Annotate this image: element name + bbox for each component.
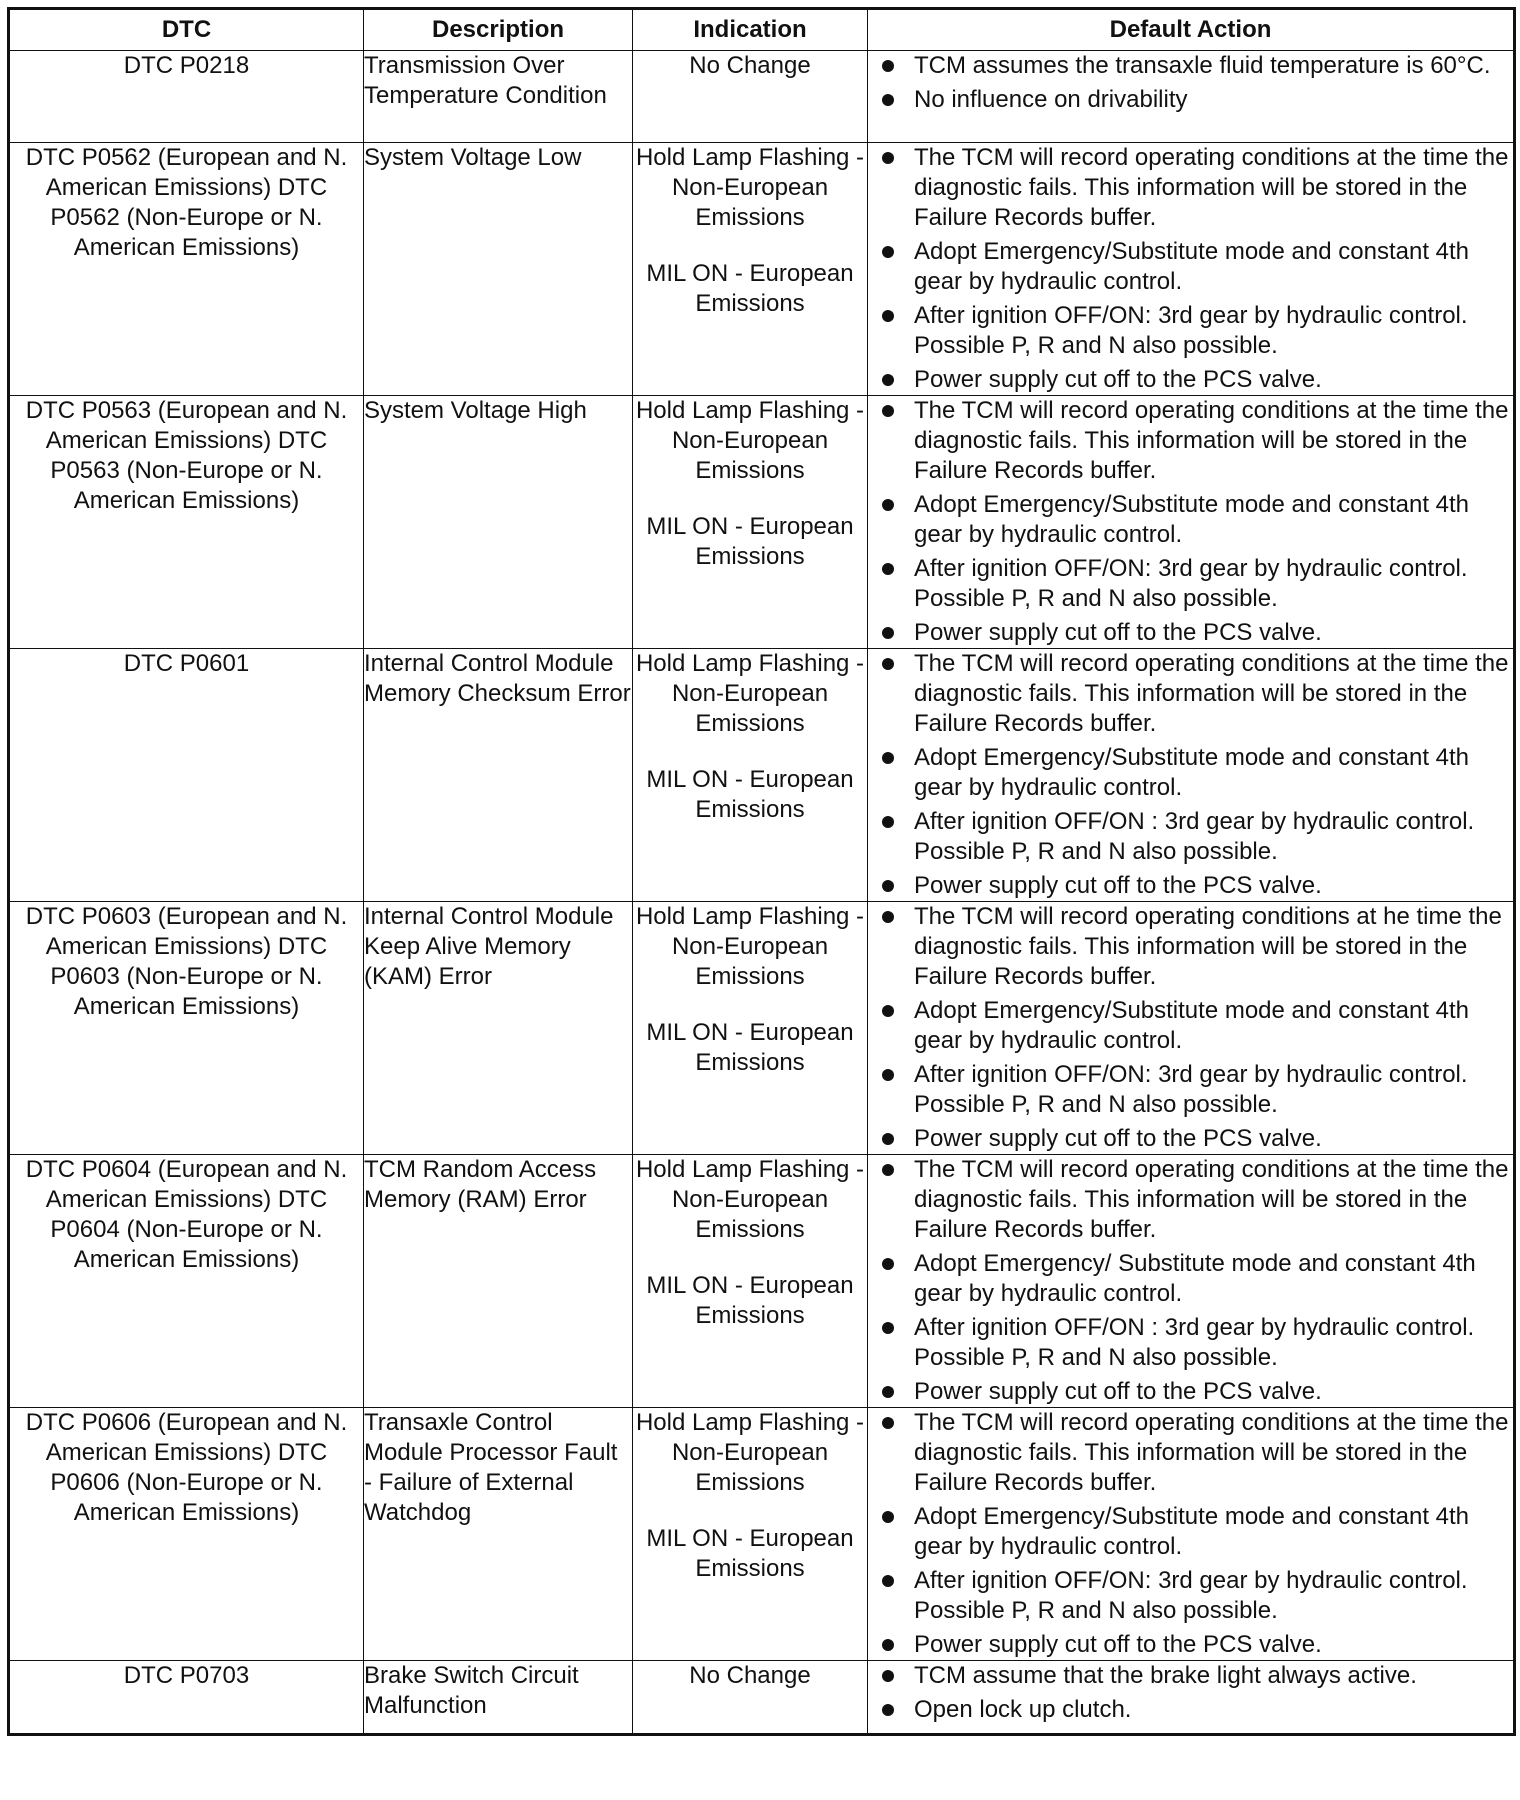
action-text: No influence on drivability [914, 86, 1188, 113]
indication-primary: Hold Lamp Flashing - Non-European Emissions [635, 1409, 865, 1496]
dtc-description: System Voltage Low [364, 143, 633, 396]
bullet-icon [882, 880, 894, 892]
action-item [868, 396, 1513, 486]
action-item [868, 1630, 1513, 1660]
indication-primary: No Change [689, 1662, 811, 1689]
dtc-description: Transaxle Control Module Processor Fault - Failure of External Watchdog [364, 1408, 633, 1661]
bullet-icon [882, 499, 894, 511]
dtc-code: DTC P0218 [9, 51, 364, 143]
indication-primary: Hold Lamp Flashing - Non-European Emissions [635, 397, 865, 484]
bullet-icon [882, 1704, 894, 1716]
action-item [868, 85, 1513, 115]
action-text: TCM assume that the brake light always active. [914, 1662, 1417, 1689]
bullet-icon [882, 60, 894, 72]
dtc-description: Internal Control Module Memory Checksum Error [364, 649, 633, 902]
action-text: After ignition OFF/ON: 3rd gear by hydraulic control. Possible P, R and N also possible. [914, 555, 1468, 612]
bullet-icon [882, 1575, 894, 1587]
bullet-icon [882, 1511, 894, 1523]
indication-secondary: MIL ON - European Emissions [646, 1525, 854, 1582]
dtc-code: DTC P0562 (European and N. American Emissions) DTC P0562 (Non-Europe or N. American Emissions) [9, 143, 364, 396]
action-text: Adopt Emergency/ Substitute mode and constant 4th gear by hydraulic control. [914, 1250, 1476, 1307]
bullet-icon [882, 1164, 894, 1176]
action-text: Power supply cut off to the PCS valve. [914, 1378, 1322, 1405]
action-item [868, 51, 1513, 81]
action-text: Power supply cut off to the PCS valve. [914, 366, 1322, 393]
dtc-default-action [868, 143, 1515, 396]
table-row [9, 1408, 1515, 1661]
action-text: Power supply cut off to the PCS valve. [914, 1125, 1322, 1152]
action-item [868, 143, 1513, 233]
action-item [868, 1566, 1513, 1626]
indication-secondary: MIL ON - European Emissions [646, 260, 854, 317]
dtc-code: DTC P0604 (European and N. American Emissions) DTC P0604 (Non-Europe or N. American Emissions) [9, 1155, 364, 1408]
dtc-indication [633, 1661, 868, 1735]
dtc-description: Brake Switch Circuit Malfunction [364, 1661, 633, 1735]
bullet-icon [882, 658, 894, 670]
table-row [9, 396, 1515, 649]
action-list [868, 649, 1513, 901]
dtc-description: Internal Control Module Keep Alive Memory (KAM) Error [364, 902, 633, 1155]
action-text: After ignition OFF/ON : 3rd gear by hydraulic control. Possible P, R and N also possible. [914, 808, 1475, 865]
action-text: Power supply cut off to the PCS valve. [914, 1631, 1322, 1658]
action-item [868, 237, 1513, 297]
dtc-code: DTC P0563 (European and N. American Emissions) DTC P0563 (Non-Europe or N. American Emissions) [9, 396, 364, 649]
indication-primary: Hold Lamp Flashing - Non-European Emissions [635, 650, 865, 737]
dtc-default-action [868, 1661, 1515, 1735]
bullet-icon [882, 1069, 894, 1081]
header-default-action: Default Action [868, 9, 1515, 51]
indication-primary: Hold Lamp Flashing - Non-European Emissions [635, 144, 865, 231]
indication-primary: No Change [689, 52, 811, 79]
bullet-icon [882, 816, 894, 828]
action-item [868, 1313, 1513, 1373]
dtc-indication [633, 396, 868, 649]
action-text: TCM assumes the transaxle fluid temperature is 60°C. [914, 52, 1491, 79]
action-text: Adopt Emergency/Substitute mode and constant 4th gear by hydraulic control. [914, 491, 1470, 548]
action-item [868, 1060, 1513, 1120]
action-text: After ignition OFF/ON: 3rd gear by hydraulic control. Possible P, R and N also possible. [914, 1567, 1468, 1624]
action-item [868, 1408, 1513, 1498]
action-item [868, 1502, 1513, 1562]
table-row [9, 51, 1515, 143]
action-list [868, 1661, 1513, 1725]
action-item [868, 365, 1513, 395]
indication-primary: Hold Lamp Flashing - Non-European Emissions [635, 1156, 865, 1243]
action-item [868, 649, 1513, 739]
dtc-document [7, 7, 1513, 1736]
action-item [868, 996, 1513, 1056]
action-list [868, 902, 1513, 1154]
dtc-default-action [868, 902, 1515, 1155]
dtc-default-action [868, 649, 1515, 902]
action-text: After ignition OFF/ON: 3rd gear by hydraulic control. Possible P, R and N also possible. [914, 1061, 1468, 1118]
action-item [868, 618, 1513, 648]
header-dtc: DTC [9, 9, 364, 51]
indication-secondary: MIL ON - European Emissions [646, 766, 854, 823]
action-text: The TCM will record operating conditions at the time the diagnostic fails. This information will be stored in the Failure Records buffer. [914, 650, 1509, 737]
action-item [868, 1249, 1513, 1309]
dtc-code: DTC P0703 [9, 1661, 364, 1735]
action-text: Adopt Emergency/Substitute mode and constant 4th gear by hydraulic control. [914, 744, 1470, 801]
action-text: The TCM will record operating conditions at the time the diagnostic fails. This information will be stored in the Failure Records buffer. [914, 1409, 1509, 1496]
indication-primary: Hold Lamp Flashing - Non-European Emissions [635, 903, 865, 990]
action-text: Adopt Emergency/Substitute mode and constant 4th gear by hydraulic control. [914, 238, 1470, 295]
action-item [868, 1695, 1513, 1725]
dtc-default-action [868, 1155, 1515, 1408]
bullet-icon [882, 246, 894, 258]
action-item [868, 902, 1513, 992]
action-item [868, 743, 1513, 803]
dtc-description: Transmission Over Temperature Condition [364, 51, 633, 143]
action-item [868, 301, 1513, 361]
action-text: Adopt Emergency/Substitute mode and constant 4th gear by hydraulic control. [914, 997, 1470, 1054]
action-text: After ignition OFF/ON : 3rd gear by hydraulic control. Possible P, R and N also possible. [914, 1314, 1475, 1371]
action-list [868, 143, 1513, 395]
bullet-icon [882, 1386, 894, 1398]
table-row [9, 649, 1515, 902]
action-text: The TCM will record operating conditions at the time the diagnostic fails. This information will be stored in the Failure Records buffer. [914, 144, 1509, 231]
bullet-icon [882, 911, 894, 923]
bullet-icon [882, 1322, 894, 1334]
action-text: Open lock up clutch. [914, 1696, 1132, 1723]
dtc-default-action [868, 396, 1515, 649]
action-item [868, 1661, 1513, 1691]
header-description: Description [364, 9, 633, 51]
action-text: The TCM will record operating conditions at the time the diagnostic fails. This information will be stored in the Failure Records buffer. [914, 397, 1509, 484]
table-row [9, 1155, 1515, 1408]
header-row [9, 9, 1515, 51]
indication-secondary: MIL ON - European Emissions [646, 513, 854, 570]
dtc-description: TCM Random Access Memory (RAM) Error [364, 1155, 633, 1408]
dtc-description: System Voltage High [364, 396, 633, 649]
bullet-icon [882, 563, 894, 575]
action-item [868, 1377, 1513, 1407]
dtc-indication [633, 649, 868, 902]
bullet-icon [882, 1670, 894, 1682]
dtc-code: DTC P0601 [9, 649, 364, 902]
bullet-icon [882, 94, 894, 106]
action-text: The TCM will record operating conditions at the time the diagnostic fails. This information will be stored in the Failure Records buffer. [914, 1156, 1509, 1243]
dtc-indication [633, 1408, 868, 1661]
action-list [868, 1155, 1513, 1407]
dtc-indication [633, 1155, 868, 1408]
dtc-indication [633, 51, 868, 143]
bullet-icon [882, 1005, 894, 1017]
action-list [868, 51, 1513, 115]
dtc-table [7, 7, 1516, 1736]
dtc-indication [633, 143, 868, 396]
dtc-indication [633, 902, 868, 1155]
dtc-code: DTC P0603 (European and N. American Emissions) DTC P0603 (Non-Europe or N. American Emissions) [9, 902, 364, 1155]
action-text: After ignition OFF/ON: 3rd gear by hydraulic control. Possible P, R and N also possible. [914, 302, 1468, 359]
bullet-icon [882, 752, 894, 764]
dtc-default-action [868, 1408, 1515, 1661]
action-item [868, 554, 1513, 614]
table-row [9, 1661, 1515, 1735]
bullet-icon [882, 310, 894, 322]
action-item [868, 1124, 1513, 1154]
action-item [868, 490, 1513, 550]
action-item [868, 807, 1513, 867]
table-row [9, 143, 1515, 396]
bullet-icon [882, 152, 894, 164]
action-text: Adopt Emergency/Substitute mode and constant 4th gear by hydraulic control. [914, 1503, 1470, 1560]
indication-secondary: MIL ON - European Emissions [646, 1019, 854, 1076]
action-text: Power supply cut off to the PCS valve. [914, 619, 1322, 646]
bullet-icon [882, 374, 894, 386]
action-item [868, 871, 1513, 901]
action-list [868, 1408, 1513, 1660]
action-item [868, 1155, 1513, 1245]
bullet-icon [882, 405, 894, 417]
action-list [868, 396, 1513, 648]
action-text: The TCM will record operating conditions at he time the diagnostic fails. This information will be stored in the Failure Records buffer. [914, 903, 1502, 990]
header-indication: Indication [633, 9, 868, 51]
bullet-icon [882, 1639, 894, 1651]
bullet-icon [882, 627, 894, 639]
action-text: Power supply cut off to the PCS valve. [914, 872, 1322, 899]
dtc-default-action [868, 51, 1515, 143]
bullet-icon [882, 1417, 894, 1429]
table-row [9, 902, 1515, 1155]
dtc-code: DTC P0606 (European and N. American Emissions) DTC P0606 (Non-Europe or N. American Emissions) [9, 1408, 364, 1661]
indication-secondary: MIL ON - European Emissions [646, 1272, 854, 1329]
bullet-icon [882, 1133, 894, 1145]
bullet-icon [882, 1258, 894, 1270]
